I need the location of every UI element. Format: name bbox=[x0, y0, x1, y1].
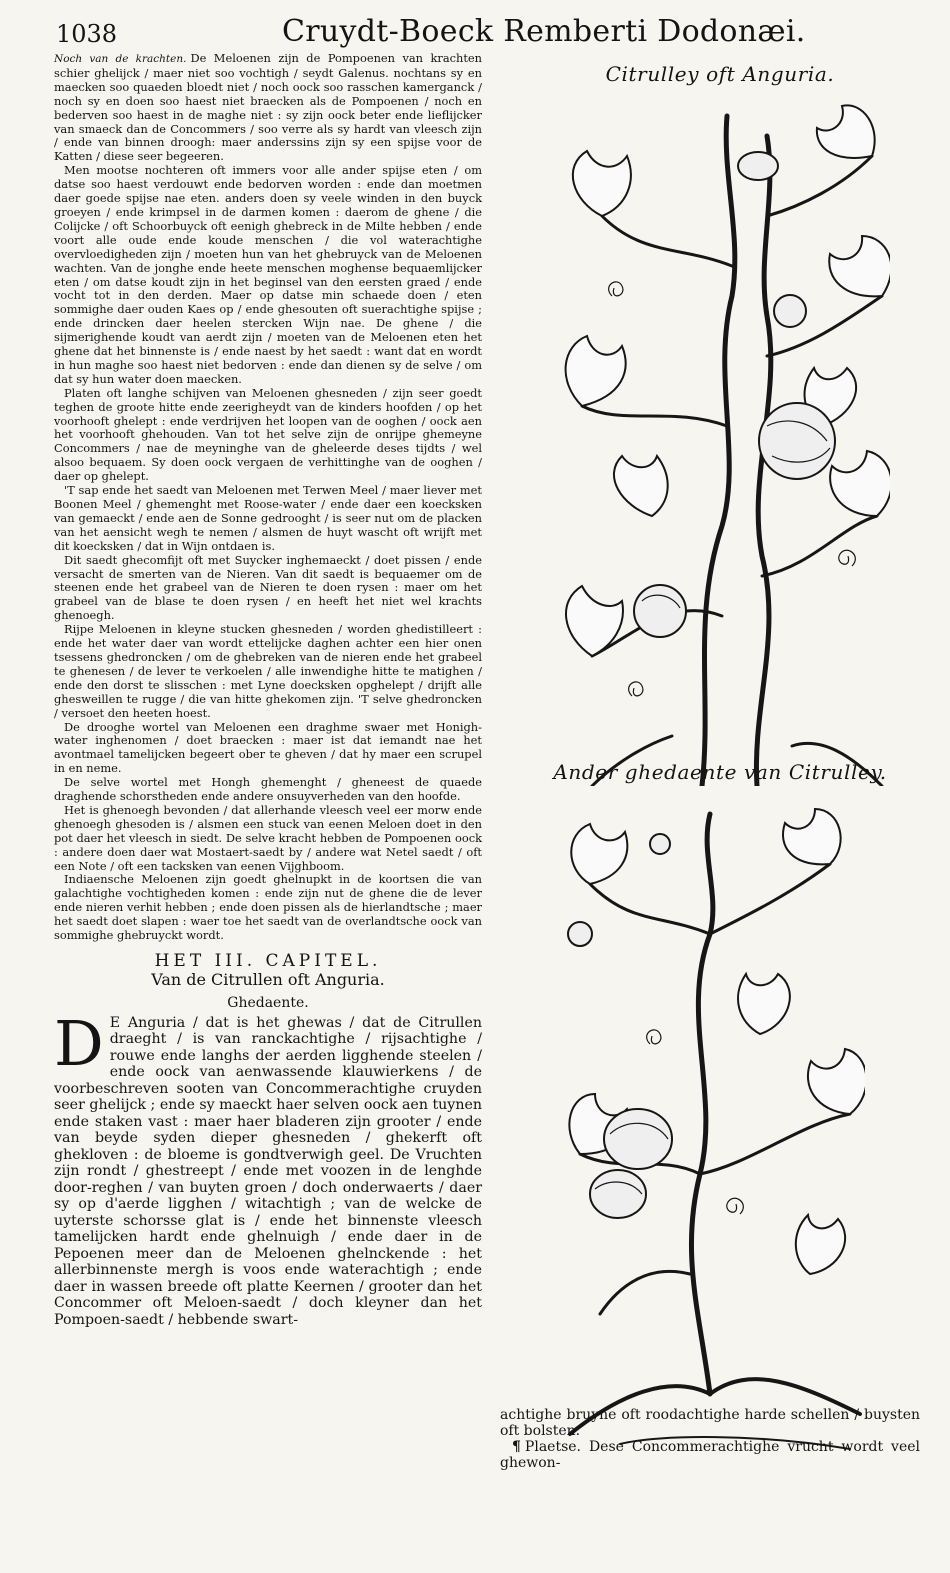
paragraph-text: De Meloenen zijn de Pompoenen van krachten schier ghelijck / maer niet soo vochtigh / seydt Galenus. nochtans sy en maecken soo quaeden bloedt niet / noch oock soo rasschen kamerganck / noch sy en doen soo haest niet braecken als de Pompoenen / noch en bederven soo haest in de maghe niet : sy zijn oock beter ende lieflijcker van smaeck dan de Concommers / soo verre als sy hardt van vleesch zijn / ende van binnen droogh: maer anderssins zijn sy een spijse voor de Katten / diese seer begeeren. bbox=[54, 51, 482, 164]
left-column bbox=[54, 52, 482, 1328]
place-text: Dese Concommerachtighe vrucht wordt veel ghewon- bbox=[500, 1439, 920, 1471]
page-header bbox=[50, 12, 910, 52]
illustration-caption-top: Citrulley oft Anguria. bbox=[605, 62, 835, 86]
chapter-body-text: E Anguria / dat is het ghewas / dat de Citrullen draeght / is van ranckachtighe / rijsachtighe / rouwe ende langhs der aerden ligghende steelen / ende oock van aenwassende klauwierkens / de voorbeschreven sooten van Concommerachtighe cruyden seer ghelijck ; ende sy maeckt haer selven oock aen tuynen ende staken vast : maer haer bladeren zijn grooter / ende van beyde syden dieper ghesneden / ghekerft oft ghekloven : de bloeme is gondtverwigh geel. De Vruchten zijn rondt / ghestreept / ende met voozen in de lenghde door-reghen / van buyten groen / doch onderwaerts / daer sy op d'aerde ligghen / witachtigh ; van de welcke de uyterste schorsse glat is / ende het binnenste vleesch tamelijcken hardt ende ghelnuigh / ende daer in de Pepoenen meer dan de Meloenen ghelnckende : het allerbinnenste mergh is voos ende waterachtigh ; ende daer in wassen breede oft platte Keernen / grooter dan het Concommer oft Meloen-saedt / doch kleyner dan het Pompoen-saedt / hebbende swart- bbox=[54, 1014, 482, 1328]
paragraph-7: De drooghe wortel van Meloenen een draghme swaer met Honigh-water inghenomen / doet braecken : maer ist dat iemandt nae het avontmael tamelijcken begeert ober te gheven / dat hy maer een scrupel in en neme. bbox=[54, 719, 482, 776]
place-paragraph bbox=[500, 1439, 920, 1471]
paragraph-8: De selve wortel met Hongh ghemenght / gheneest de quaede draghende schorstheden ende andere onsuyverheden van den hoofde. bbox=[54, 775, 482, 804]
paragraph-4: 'T sap ende het saedt van Meloenen met Terwen Meel / maer liever met Boonen Meel / ghemenght met Roose-water / ende daer een koecksken van gemaeckt / ende aen de Sonne gedrooght / is seer nut om de placken van het aensicht wegh te nemen / alsmen de huyt wascht oft wrijft met dit koecksken / dat in Wijn ontdaen is. bbox=[54, 483, 482, 553]
chapter-subtitle: Van de Citrullen oft Anguria. bbox=[151, 969, 385, 989]
place-label: Plaetse. bbox=[524, 1439, 581, 1455]
illustration-caption-bottom: Ander ghedaente van Citrulley. bbox=[553, 760, 887, 784]
citrullus-plant-drawing bbox=[552, 96, 890, 786]
paragraph-2: Men mootse nochteren oft immers voor alle ander spijse eten / om datse soo haest verdouwt ende bedorven worden : ende dan moetmen daer goede spijse nae eten. anders doen sy veele winden in den buyck groeyen / ende krimpsel in de darmen komen : daerom de ghene / die Colijcke / oft Schoorbuyck oft eenigh ghebreck in de Milte hebben / ende voort alle oude ende koude menschen / die vol waterachtighe overvloedigheden zijn / moeten hun van het ghebruyck van de Meloenen wachten. Van de jonghe ende heete menschen moghense bequaemlijcker eten / om datse koudt zijn in het beginsel van den eersten graed / ende vocht tot in den derden. Maer op datse min schaede doen / eten sommighe daer ouden Kaes op / ende ghesouten oft suerachtighe spijse ; ende drincken daer heelen stercken Wijn nae. De ghene / die sijmerighende koudt van aerdt zijn / moeten van de Meloenen eten het ghene dat het binnenste is / ende naest by het saedt : want dat en wordt in hun maghe soo haest niet bedorven : ende dan dienen sy de selve / om dat sy hun water doen maecken. bbox=[54, 163, 482, 386]
paragraph-6: Rijpe Meloenen in kleyne stucken ghesneden / worden ghedistilleert : ende het water daer van wordt ettelijcke daghen achter een hier onen tsessens ghedroncken / om de ghebreken van de nieren ende het grabeel te ghenesen / de lever te verkoelen / alle inwendighe hitte te matighen / ende den dorst te slisschen : met Lyne doecksken opghelept / drijft alle ghesweillen te rugge / die van hitte ghekomen zijn. 'T selve ghedroncken / versoet den heeten hoest. bbox=[54, 622, 482, 720]
paragraph-1 bbox=[54, 52, 482, 164]
drop-cap: D bbox=[54, 1006, 104, 1080]
chapter-heading bbox=[54, 951, 482, 989]
running-title: Cruydt-Boeck Remberti Dodonæi. bbox=[282, 14, 806, 49]
paragraph-5: Dit saedt ghecomfijt oft met Suycker inghemaeckt / doet pissen / ende versacht de smerten van de Nieren. Van dit saedt is bequaemer om de steenen ende het grabeel van de Nieren te doen rysen : maer om het grabeel van de blase te doen rysen / en heeft het niet wel krachts ghenoegh. bbox=[54, 552, 482, 623]
pilcrow-icon: ¶ bbox=[512, 1439, 521, 1455]
paragraph-3: Platen oft langhe schijven van Meloenen ghesneden / zijn seer goedt teghen de groote hitte ende zeerigheydt van de kinders hoofden / op het voorhooft ghelept : ende verdrijven het loopen van de ooghen / oock aen het voorhooft ghehouden. Van tot het selve zijn de onrijpe ghemeyne Concommers / nae de meyninghe van de gheleerde deses tijdts / wel alsoo bequaem. Sy doen oock vergaen de verhittinghe van de ooghen / daer op ghelept. bbox=[54, 385, 482, 484]
paragraph-10: Indiaensche Meloenen zijn goedt ghelnupkt in de koortsen die van galachtighe vochtigheden komen : ende zijn nut de ghene die de lever ende nieren verhit hebben ; ende doen pissen als de hierlandtsche ; maer het saedt doet slapen : waer toe het saedt van de overlandtsche oock van sommighe ghebruyckt wordt. bbox=[54, 872, 482, 943]
continuation-text: achtighe bruyne oft roodachtighe harde schellen / buysten oft bolsten. bbox=[500, 1407, 920, 1439]
paragraph-9: Het is ghenoegh bevonden / dat allerhande vleesch veel eer morw ende ghenoegh ghesoden is / alsmen een stuck van eenen Meloen doet in den pot daer het vleesch in siedt. De selve kracht hebben de Pompoenen oock : andere doen daer wat Mostaert-saedt by / andere wat Netel saedt / oft een Note / oft een tacksken van eenen Vijghboom. bbox=[54, 802, 482, 873]
citrullus-variant-drawing bbox=[560, 794, 865, 1454]
right-column-text bbox=[500, 1407, 920, 1471]
chapter-body bbox=[54, 1006, 482, 1329]
section-title: Ghedaente. bbox=[227, 994, 309, 1011]
chapter-title: HET III. CAPITEL. bbox=[154, 951, 382, 971]
woodcut-citrullus-illustration bbox=[552, 96, 890, 786]
woodcut-citrullus-variant-illustration bbox=[560, 794, 865, 1454]
page-number: 1038 bbox=[56, 20, 118, 48]
margin-note: Noch van de krachten. bbox=[54, 53, 187, 65]
